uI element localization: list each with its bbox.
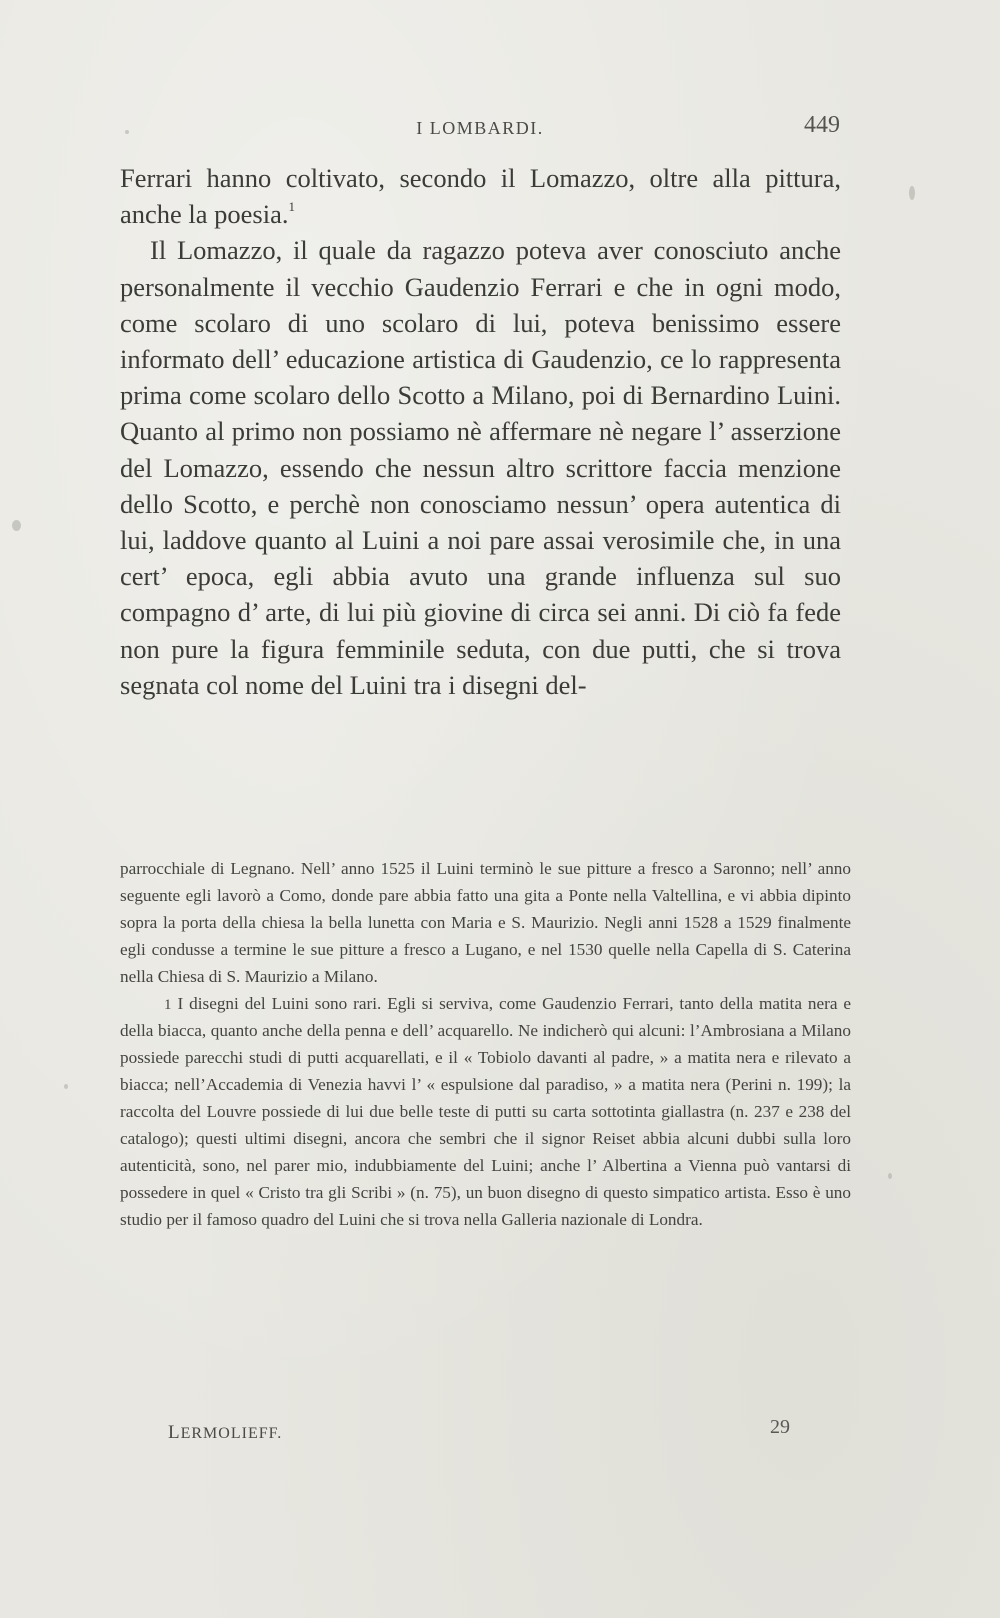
paper-speck (888, 1173, 892, 1179)
page-number: 449 (804, 112, 840, 138)
main-text (120, 160, 841, 703)
footnote-continuation: parrocchiale di Legnano. Nell’ anno 1525 il Luini terminò le sue pitture a fresco a Saronno; nell’ anno seguente egli lavorò a Como, donde pare abbia fatto una gita a Ponte nella Valtellina, e vi abbia dipinto sopra la porta della chiesa la bella lunetta con Maria e S. Maurizio. Negli anni 1528 a 1529 finalmente egli condusse a termine le sue pitture a fresco a Lugano, e nel 1530 quelle nella Capella di S. Caterina nella Chiesa di S. Maurizio a Milano. (120, 859, 851, 986)
sheet-number: 29 (770, 1416, 790, 1438)
paper-speck (12, 520, 21, 531)
signature-mark (168, 1422, 282, 1444)
footnote-1 (120, 991, 851, 1234)
footnotes (120, 856, 851, 1234)
paper-speck (125, 130, 129, 134)
footnote-1-text: I disegni del Luini sono rari. Egli si serviva, come Gaudenzio Ferrari, tanto della matita nera e della biacca, quanto anche della penna e dell’ acquarello. Ne indicherò qui alcuni: l’Ambrosiana a Milano possiede parecchi studi di putti acquarellati, e il « Tobiolo davanti al padre, » a matita nera e rilevato a biacca; nell’Accademia di Venezia havvi l’ « espulsione dal paradiso, » a matita nera (Perini n. 199); la raccolta del Louvre possiede di lui due belle teste di putti su carta sottotinta giallastra (n. 237 e 238 del catalogo); questi ultimi disegni, ancora che sembri che il signor Reiset abbia alcuni dubbi sulla loro autenticità, sono, nel parer mio, indubbiamente del Luini; anche l’ Albertina a Vienna può vantarsi di possedere in quel « Cristo tra gli Scribi » (n. 75), un buon disegno di questo simpatico artista. Esso è uno studio per il famoso quadro del Luini che si trova nella Galleria nazionale di Londra. (120, 993, 851, 1229)
paragraph-1 (120, 160, 841, 232)
page-footer (120, 1414, 820, 1444)
footnote-1-marker: 1 (164, 996, 172, 1013)
page-header (120, 112, 840, 148)
paper-speck (909, 186, 915, 200)
signature-rest: ERMOLIEFF. (180, 1425, 283, 1442)
paragraph-1-text: Ferrari hanno coltivato, secondo il Lomazzo, oltre alla pittura, anche la poesia. (120, 163, 841, 230)
footnote-reference: 1 (288, 199, 295, 215)
paper-speck (64, 1084, 68, 1089)
signature-initial: L (168, 1422, 181, 1443)
paragraph-2: Il Lomazzo, il quale da ragazzo poteva aver conosciuto anche personalmente il vecchio Gaudenzio Ferrari e che in ogni modo, come scolaro di uno scolaro di lui, poteva benissimo essere informato dell’ educazione artistica di Gaudenzio, ce lo rappresenta prima come scolaro dello Scotto a Milano, poi di Bernardino Luini. Quanto al primo non possiamo nè affermare nè negare l’ asserzione del Lomazzo, essendo che nessun altro scrittore faccia menzione dello Scotto, e perchè non conosciamo nessun’ opera autentica di lui, laddove quanto al Luini a noi pare assai verosimile che, in una cert’ epoca, egli abbia avuto una grande influenza sul suo compagno d’ arte, di lui più giovine di circa sei anni. Di ciò fa fede non pure la figura femminile seduta, con due putti, che si trova segnata col nome del Luini tra i disegni del- (120, 235, 841, 700)
running-head: I LOMBARDI. (416, 118, 544, 138)
